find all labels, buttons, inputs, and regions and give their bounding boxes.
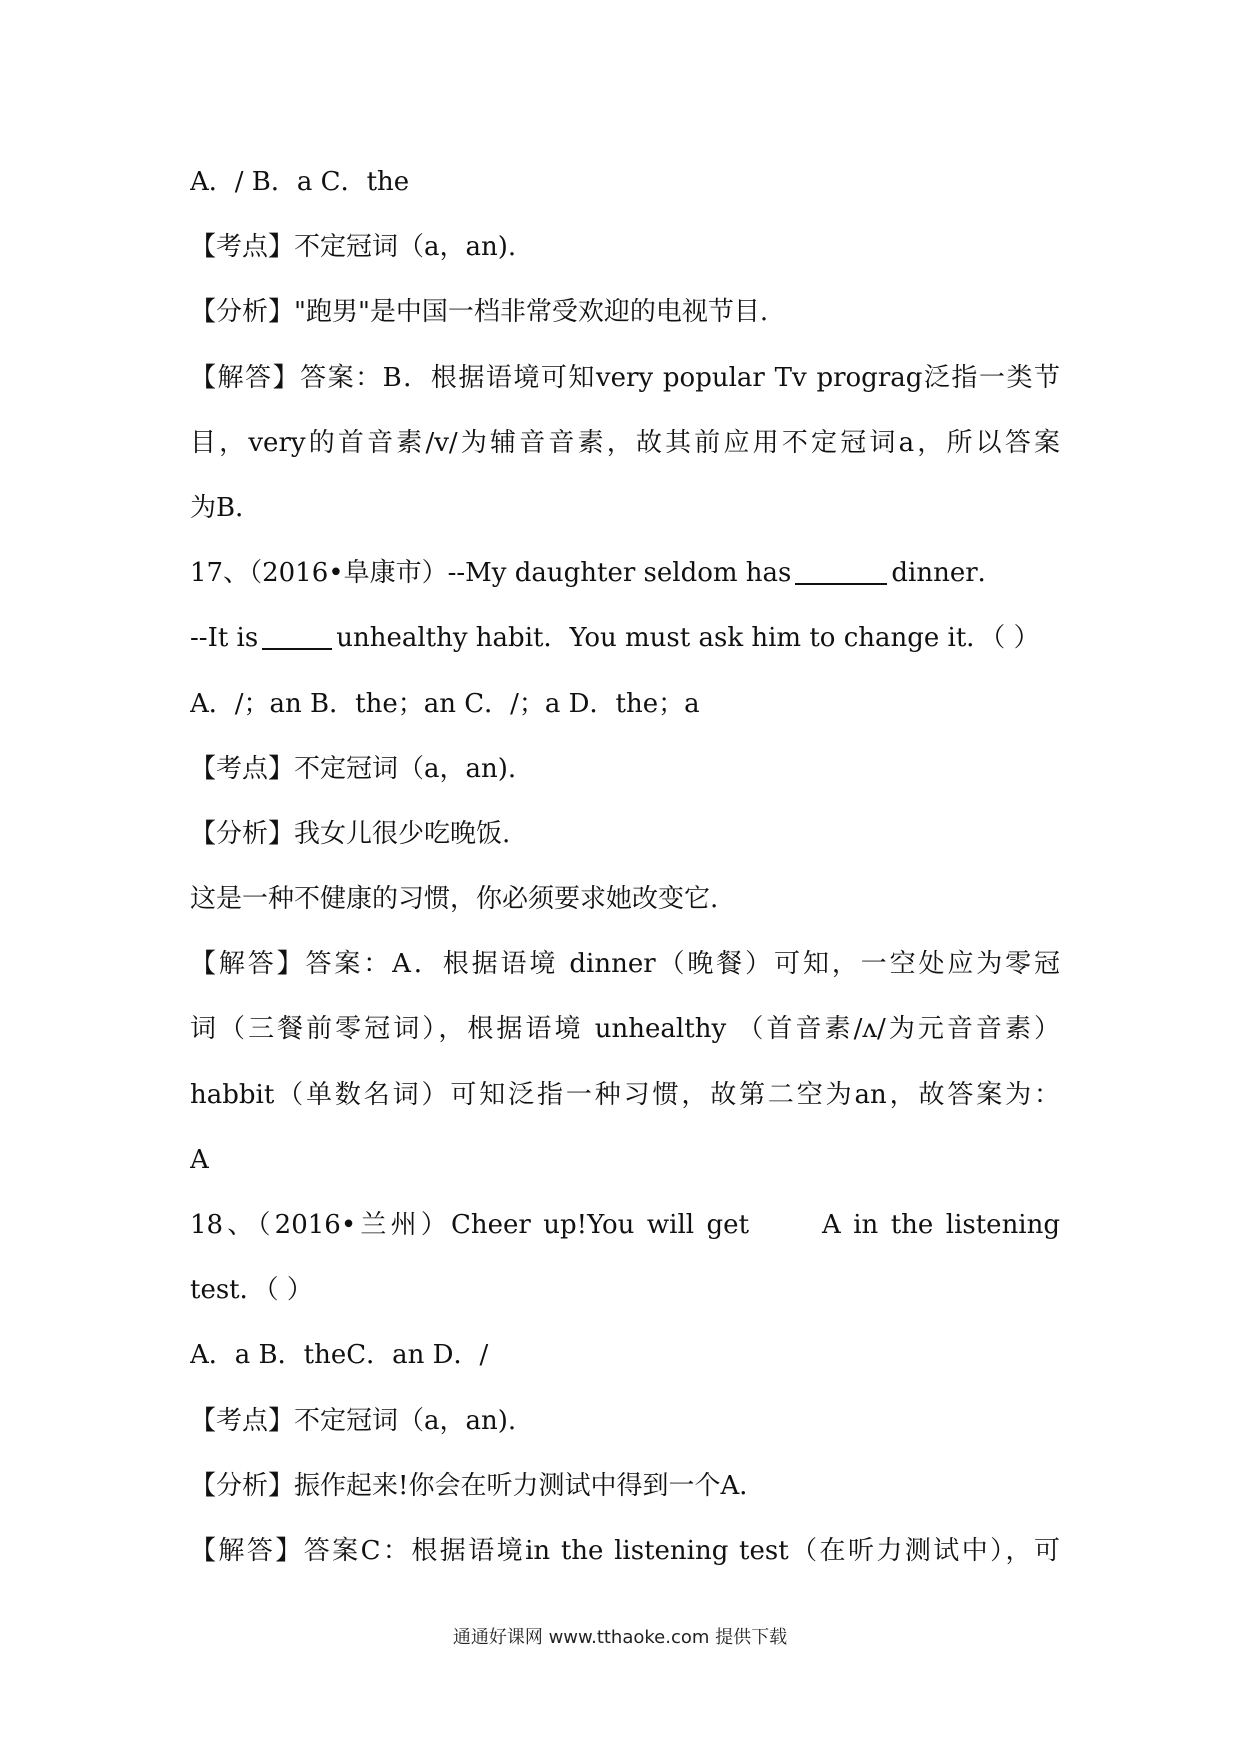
q17-jieda-line4: A — [190, 1144, 209, 1175]
q18-options: A．a B．theC．an D．/ — [190, 1340, 489, 1371]
q18-jieda-line1: 【解答】答案C：根据语境in the listening test（在听力测试中），可 — [190, 1535, 1060, 1566]
q16-fenxi: 【分析】"跑男"是中国一档非常受欢迎的电视节目. — [190, 297, 769, 328]
q17-kaodian: 【考点】不定冠词（a，an). — [190, 753, 517, 784]
q18-blank — [765, 1209, 805, 1237]
q17-jieda-line2: 词（三餐前零冠词），根据语境 unhealthy （首音素/ʌ/为元音音素） — [190, 1014, 1060, 1045]
q18-text-after-blank: A in the listening — [821, 1210, 1060, 1240]
q17-blank-2 — [262, 622, 332, 650]
q17-line2-after-blank: unhealthy habit．You must ask him to change it．（ ） — [336, 623, 1040, 654]
q16-jieda-line1: 【解答】答案：B．根据语境可知very popular Tv prograg泛指一类节 — [190, 362, 1060, 393]
q18-kaodian: 【考点】不定冠词（a，an). — [190, 1405, 517, 1436]
q17-line2-before-blank: --It is — [190, 623, 259, 654]
q17-fenxi-line2: 这是一种不健康的习惯，你必须要求她改变它. — [190, 884, 719, 915]
page-footer: 通通好课网 www.tthaoke.com 提供下载 — [452, 1627, 788, 1648]
q16-jieda-line2: 目，very的首音素/v/为辅音音素，故其前应用不定冠词a，所以答案 — [190, 427, 1060, 458]
q17-options: A．/；an B．the；an C．/；a D．the；a — [190, 688, 700, 719]
q17-text-before-blank: 17、（2016•阜康市）--My daughter seldom has — [190, 558, 792, 589]
q16-options: A．/ B．a C．the — [190, 167, 410, 197]
q17-fenxi: 【分析】我女儿很少吃晚饭. — [190, 818, 511, 849]
q17-text-after-blank: dinner． — [891, 558, 1004, 589]
q18-text-before-blank: 18、（2016•兰州）Cheer up!You will get — [190, 1210, 750, 1240]
q17-jieda-line3: habbit（单数名词）可知泛指一种习惯，故第二空为an，故答案为： — [190, 1079, 1060, 1110]
q17-blank-1 — [795, 557, 887, 585]
q18-fenxi: 【分析】振作起来!你会在听力测试中得到一个A． — [190, 1470, 766, 1501]
q17-question-line2 — [190, 606, 1060, 671]
q18-question-line1 — [190, 1193, 1060, 1258]
q16-jieda-line3: 为B． — [190, 492, 262, 523]
document-page — [190, 150, 1060, 1584]
q17-question-line1 — [190, 541, 1060, 606]
q16-kaodian: 【考点】不定冠词（a，an). — [190, 232, 517, 263]
q17-jieda-line1: 【解答】答案：A．根据语境 dinner（晚餐）可知，一空处应为零冠 — [190, 949, 1060, 980]
q18-question-line2: test．（ ） — [190, 1275, 313, 1306]
